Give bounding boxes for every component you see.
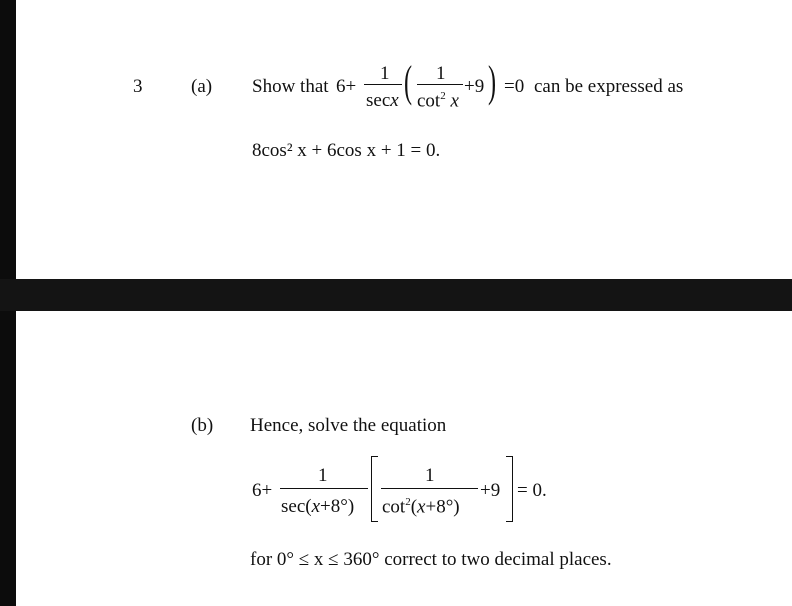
eq-b-open-bracket [371,456,378,522]
part-a-result: 8cos² x + 6cos x + 1 = 0. [252,140,441,161]
eq-open-paren: ( [404,57,413,106]
eq-fraction-bar [364,84,402,85]
eq-inner-num-1: 1 [436,63,446,84]
part-b-label: (b) [191,415,214,436]
eq-b-six-plus: 6+ [252,480,273,501]
eq-inner-fraction-bar [417,84,463,85]
part-b-instruction: Hence, solve the equation [250,415,447,436]
eq-b-inner-num-1: 1 [425,465,435,486]
eq-equals-zero: =0 [504,76,525,97]
part-b-range: for 0° ≤ x ≤ 360° correct to two decimal places. [250,549,612,570]
eq-b-close-bracket [506,456,513,522]
eq-b-plus-nine: +9 [480,480,501,501]
part-a-suffix: can be expressed as [534,76,684,97]
page-divider-band [0,279,792,311]
eq-b-equals-zero: = 0. [517,480,547,501]
eq-b-den-sec: sec(x+8°) [281,496,355,517]
eq-num-1: 1 [380,63,390,84]
eq-close-paren: ) [488,57,497,106]
eq-b-fraction-bar [280,488,368,489]
eq-six-plus: 6+ [336,76,357,97]
eq-b-inner-fraction-bar [381,488,478,489]
part-a-label: (a) [191,76,213,97]
eq-den-secx: secx [366,90,399,111]
eq-b-den-cot: $\cot^2(x+8^\circ)$ [382,496,460,518]
eq-den-cot2x: $\cot^2 x$ [417,90,459,112]
question-number: 3 [133,76,143,97]
eq-plus-nine: +9 [464,76,485,97]
part-a-prefix: Show that [252,76,329,97]
eq-b-num-1: 1 [318,465,328,486]
